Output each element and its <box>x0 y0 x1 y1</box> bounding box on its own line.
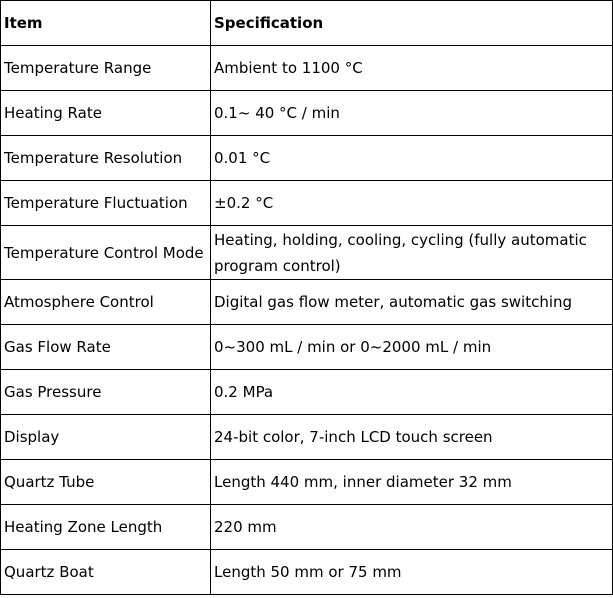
table-row <box>1 370 613 415</box>
table-row <box>1 280 613 325</box>
row-item: Display <box>1 415 211 460</box>
row-item: Temperature Range <box>1 46 211 91</box>
table-row <box>1 505 613 550</box>
table-row <box>1 136 613 181</box>
row-item: Temperature Control Mode <box>1 226 211 280</box>
table-row <box>1 226 613 280</box>
header-row <box>1 1 613 46</box>
table-row <box>1 415 613 460</box>
row-spec: ±0.2 °C <box>211 181 613 226</box>
row-spec: Length 50 mm or 75 mm <box>211 550 613 595</box>
row-item: Quartz Boat <box>1 550 211 595</box>
table-row <box>1 181 613 226</box>
table-body <box>1 46 613 595</box>
row-item: Gas Flow Rate <box>1 325 211 370</box>
row-item: Heating Zone Length <box>1 505 211 550</box>
table-row <box>1 46 613 91</box>
row-item: Temperature Fluctuation <box>1 181 211 226</box>
table-row <box>1 91 613 136</box>
row-spec: Heating, holding, cooling, cycling (fully automatic program control) <box>211 226 613 280</box>
row-spec: 0.2 MPa <box>211 370 613 415</box>
row-spec: Digital gas flow meter, automatic gas switching <box>211 280 613 325</box>
row-item: Heating Rate <box>1 91 211 136</box>
table-header <box>1 1 613 46</box>
row-item: Quartz Tube <box>1 460 211 505</box>
row-item: Atmosphere Control <box>1 280 211 325</box>
header-item: Item <box>1 1 211 46</box>
row-spec: Ambient to 1100 °C <box>211 46 613 91</box>
row-spec: 220 mm <box>211 505 613 550</box>
row-item: Gas Pressure <box>1 370 211 415</box>
row-spec: 24-bit color, 7-inch LCD touch screen <box>211 415 613 460</box>
header-specification: Specification <box>211 1 613 46</box>
row-spec: 0.1~ 40 °C / min <box>211 91 613 136</box>
row-spec: 0.01 °C <box>211 136 613 181</box>
table-row <box>1 460 613 505</box>
row-item: Temperature Resolution <box>1 136 211 181</box>
row-spec: Length 440 mm, inner diameter 32 mm <box>211 460 613 505</box>
row-spec: 0~300 mL / min or 0~2000 mL / min <box>211 325 613 370</box>
table-row <box>1 550 613 595</box>
table-row <box>1 325 613 370</box>
